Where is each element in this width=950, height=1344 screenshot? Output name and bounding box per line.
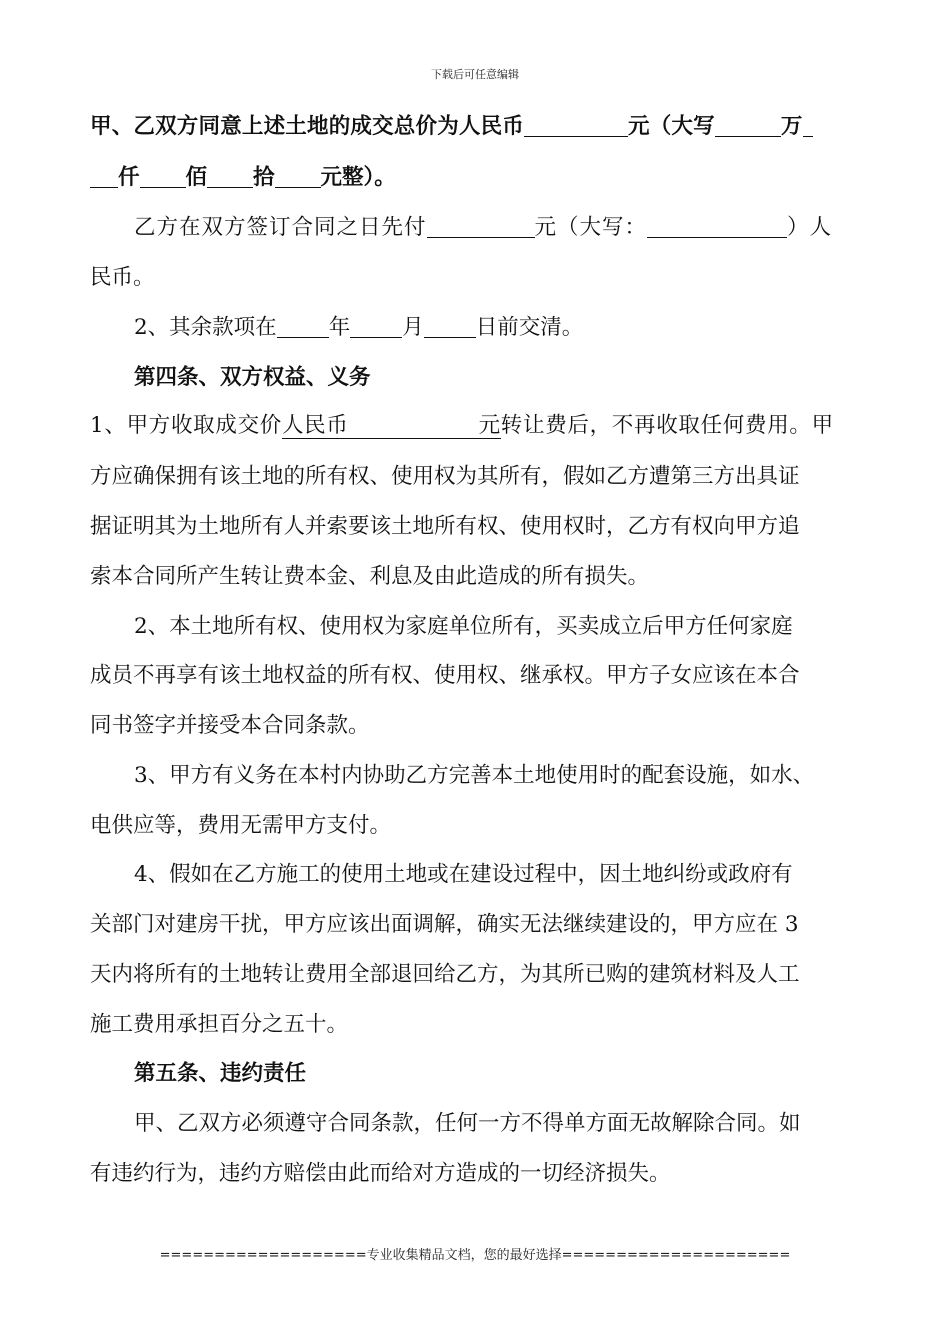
article4-item1-line3: 据证明其为土地所有人并索要该土地所有权、使用权时，乙方有权向甲方追 (90, 514, 800, 539)
article4-item1-line1: 1、甲方收取成交价人民币 元转让费后，不再收取任何费用。甲 (90, 413, 834, 438)
article4-item2-line3: 同书签字并接受本合同条款。 (90, 713, 370, 738)
deposit-capital-blank (647, 215, 787, 239)
amount-qian-blank (90, 165, 118, 189)
article4-item2-line1: 2、本土地所有权、使用权为家庭单位所有，买卖成立后甲方任何家庭 (134, 614, 793, 639)
balance-month-blank (350, 315, 402, 339)
price-line-1: 甲、乙双方同意上述土地的成交总价为人民币 元（大写 万 (90, 109, 813, 140)
article4-item4-line3: 天内将所有的土地转让费用全部退回给乙方，为其所已购的建筑材料及人工 (90, 962, 800, 987)
balance-day-blank (424, 315, 476, 339)
page-footer: ===================专业收集精品文档，您的最好选择===================== (159, 1248, 791, 1263)
article4-item2-line2: 成员不再享有该土地权益的所有权、使用权、继承权。甲方子女应该在本合 (90, 663, 800, 688)
article5-heading: 第五条、违约责任 (134, 1061, 307, 1086)
deposit-line-2: 民币。 (90, 265, 155, 290)
article4-item4-line4: 施工费用承担百分之五十。 (90, 1012, 349, 1037)
article5-line1: 甲、乙双方必须遵守合同条款，任何一方不得单方面无故解除合同。如 (134, 1111, 801, 1136)
amount-yuan-blank (275, 165, 321, 189)
article4-item4-line1: 4、假如在乙方施工的使用土地或在建设过程中，因土地纠纷或政府有 (134, 862, 793, 887)
article4-item3-line1: 3、甲方有义务在本村内协助乙方完善本土地使用时的配套设施，如水、 (134, 763, 815, 788)
article4-item1-line4: 索本合同所产生转让费本金、利息及由此造成的所有损失。 (90, 564, 650, 589)
article4-heading: 第四条、双方权益、义务 (134, 365, 371, 390)
deposit-line-1: 乙方在双方签订合同之日先付 元（大写： ）人 (134, 215, 833, 240)
article4-item3-line2: 电供应等，费用无需甲方支付。 (90, 813, 392, 838)
amount-bai-blank (140, 165, 186, 189)
amount-wan-blank (715, 114, 781, 138)
amount-shi-blank (207, 165, 253, 189)
deposit-amount-blank (427, 215, 535, 239)
price-line-2: 仟 佰 拾 元整）。 (90, 160, 396, 191)
page-header: 下载后可任意编辑 (431, 68, 519, 81)
balance-line: 2、其余款项在 年 月 日前交清。 (134, 315, 584, 340)
article4-item4-line2: 关部门对建房干扰，甲方应该出面调解，确实无法继续建设的，甲方应在 3 (90, 912, 799, 937)
balance-year-blank (277, 315, 329, 339)
article4-item1-line2: 方应确保拥有该土地的所有权、使用权为其所有，假如乙方遭第三方出具证 (90, 464, 800, 489)
article5-line2: 有违约行为，违约方赔偿由此而给对方造成的一切经济损失。 (90, 1161, 671, 1186)
total-price-blank (524, 114, 628, 138)
